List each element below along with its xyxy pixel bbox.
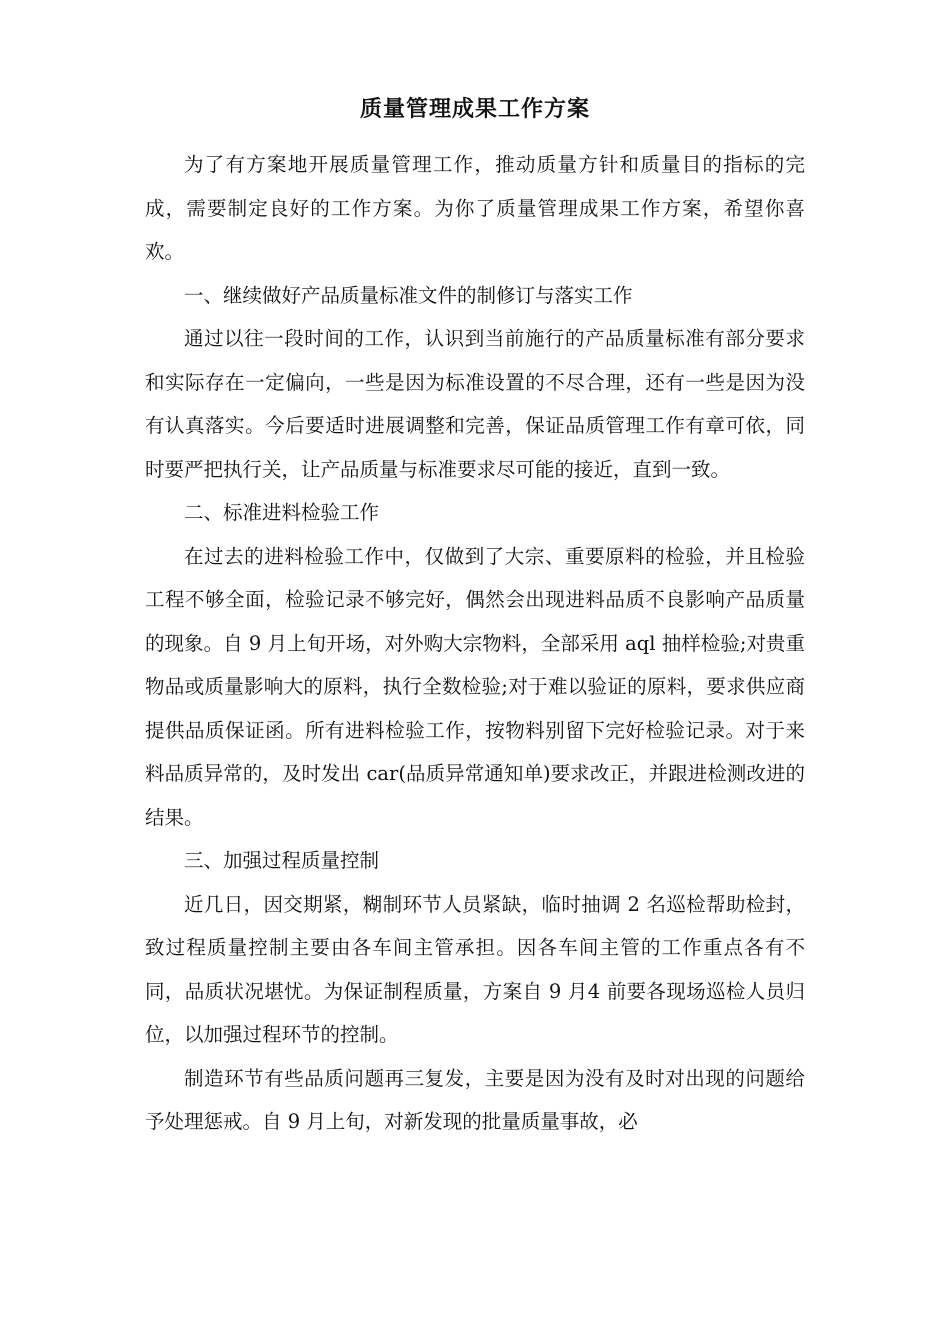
section-heading-2: 二、标准进料检验工作	[184, 501, 380, 524]
paragraph-section-3: 近几日，因交期紧，糊制环节人员紧缺，临时抽调 2 名巡检帮助检封，致过程质量控制主要由各车间主管承担。因各车间主管的工作重点各有不同，品质状况堪忧。为保证制程质量，方案自 9 月4 前要各现场巡检人员归位，以加强过程环节的控制。	[145, 892, 805, 1046]
paragraph-section-2: 在过去的进料检验工作中，仅做到了大宗、重要原料的检验，并且检验工程不够全面，检验记录不够完好，偶然会出现进料品质不良影响产品质量的现象。自 9 月上旬开场，对外购大宗物料，全部采用 aql 抽样检验;对贵重物品或质量影响大的原料，执行全数检验;对于难以验证的原料，要求供应商提供品质保证函。所有进料检验工作，按物料别留下完好检验记录。对于来料品质异常的，及时发出 car(品质异常通知单)要求改正，并跟进检测改进的结果。	[145, 544, 805, 829]
paragraph-section-1: 通过以往一段时间的工作，认识到当前施行的产品质量标准有部分要求和实际存在一定偏向，一些是因为标准设置的不尽合理，还有一些是因为没有认真落实。今后要适时进展调整和完善，保证品质管理工作有章可依，同时要严把执行关，让产品质量与标准要求尽可能的接近，直到一致。	[145, 327, 805, 481]
document-body	[145, 143, 805, 1144]
section-heading-1: 一、继续做好产品质量标准文件的制修订与落实工作	[184, 283, 633, 307]
paragraph-intro: 为了有方案地开展质量管理工作，推动质量方针和质量目的指标的完成，需要制定良好的工作方案。为你了质量管理成果工作方案，希望你喜欢。	[145, 153, 805, 263]
paragraph-section-3b: 制造环节有些品质问题再三复发，主要是因为没有及时对出现的问题给予处理惩戒。自 9 月上旬，对新发现的批量质量事故，必	[145, 1066, 805, 1133]
document-title: 质量管理成果工作方案	[359, 96, 590, 122]
section-heading-3: 三、加强过程质量控制	[184, 849, 380, 872]
